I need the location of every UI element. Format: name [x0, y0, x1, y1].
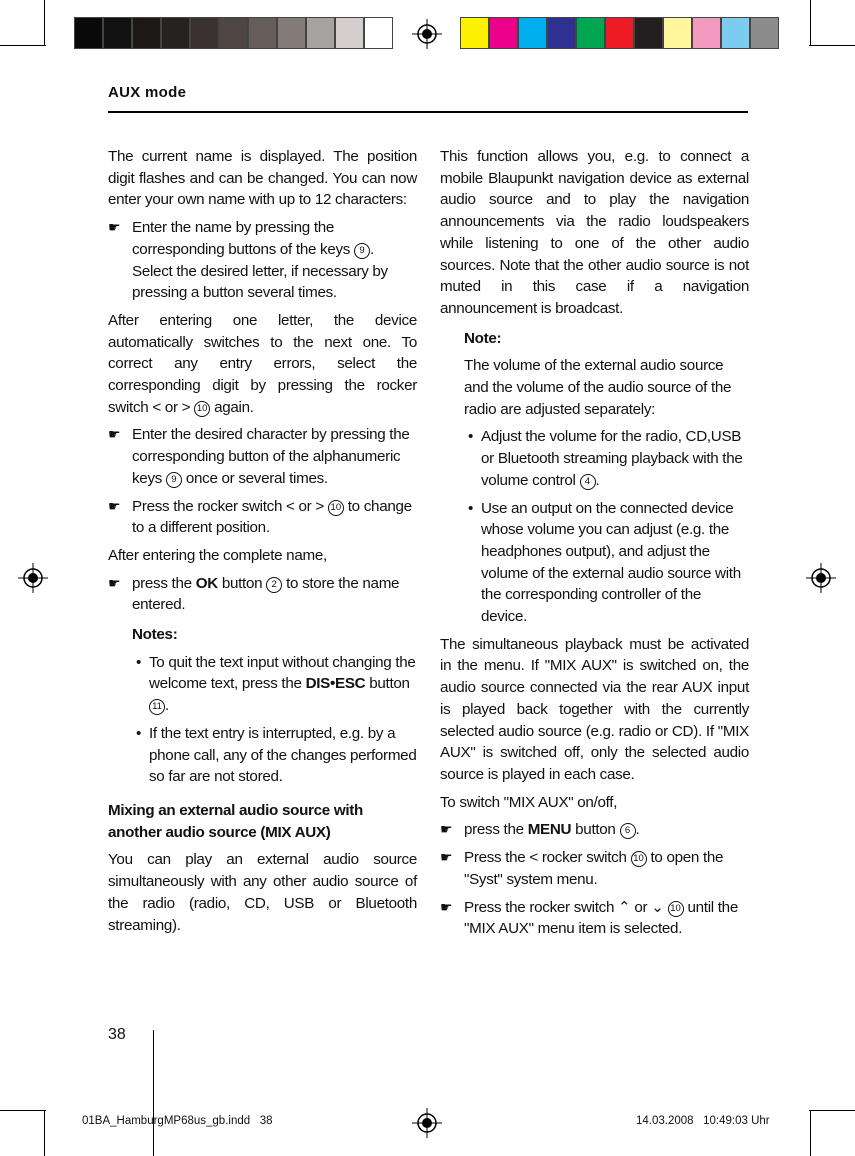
right-column: [440, 146, 749, 946]
registration-mark-icon: [806, 563, 836, 593]
notes-block: [132, 624, 417, 788]
key-reference-badge: 10: [194, 401, 210, 417]
playback-paragraph: The simultaneous playback must be activated in the menu. If "MIX AUX" is switched on, the audio source connected via the rear AUX input is played back together with the currently selected audio source (e.g. radio or CD). If "MIX AUX" is switched off, only the selected audio source is played in each case.: [440, 635, 749, 783]
color-swatch: [364, 17, 393, 49]
pointing-hand-icon: ☛: [440, 821, 453, 838]
color-swatch: [547, 17, 576, 49]
pointing-hand-icon: ☛: [108, 426, 121, 443]
color-swatch: [576, 17, 605, 49]
color-swatch: [190, 17, 219, 49]
color-swatch: [277, 17, 306, 49]
chevron-right-icon: >: [315, 497, 324, 515]
instruction-item: ☛ Press the rocker switch ⌃ or ⌄ 10 until the "MIX AUX" menu item is selected.: [440, 898, 738, 938]
complete-name-paragraph: After entering the complete name,: [108, 546, 327, 564]
color-swatch: [74, 17, 103, 49]
note-item: • Adjust the volume for the radio, CD,USB or Bluetooth streaming playback with the volume control 4 .: [468, 428, 743, 489]
crop-mark: [810, 1110, 811, 1156]
button-name: DIS•ESC: [305, 675, 366, 693]
header-rule: [108, 111, 748, 113]
left-column: [108, 146, 417, 942]
chevron-down-icon: ⌄: [651, 898, 664, 916]
registration-mark-icon: [412, 1108, 442, 1138]
color-swatch: [248, 17, 277, 49]
instruction-item: ☛ press the OK button 2 to store the name entered.: [108, 574, 400, 614]
color-swatch: [518, 17, 547, 49]
crop-mark: [44, 0, 45, 46]
notes-title: Notes:: [132, 626, 178, 644]
instruction-item: ☛ Enter the desired character by pressing the corresponding button of the alphanumeric keys 9 once or several times.: [108, 426, 410, 487]
crop-mark: [810, 0, 811, 46]
chevron-right-icon: >: [181, 398, 191, 416]
button-name: OK: [195, 574, 218, 592]
switch-paragraph: To switch "MIX AUX" on/off,: [440, 793, 618, 811]
file-slug: 01BA_HamburgMP68us_gb.indd 38: [82, 1115, 273, 1127]
key-reference-badge: 6: [620, 823, 636, 839]
note-block: [464, 328, 749, 628]
note-item: • If the text entry is interrupted, e.g. by a phone call, any of the changes performed so far are not stored.: [136, 724, 417, 786]
color-swatch: [605, 17, 634, 49]
chevron-left-icon: <: [286, 497, 295, 515]
key-reference-badge: 9: [354, 243, 370, 259]
chevron-left-icon: <: [529, 849, 538, 867]
color-swatch: [663, 17, 692, 49]
instruction-item: ☛ Press the < rocker switch 10 to open the "Syst" system menu.: [440, 849, 724, 888]
crop-mark: [44, 1110, 45, 1156]
registration-mark-icon: [18, 563, 48, 593]
instruction-item: ☛ press the MENU button 6 .: [440, 819, 749, 841]
color-swatch: [750, 17, 779, 49]
color-swatch: [460, 17, 489, 49]
color-swatch: [335, 17, 364, 49]
crop-mark: [0, 45, 46, 46]
cmyk-color-bar: [460, 17, 779, 49]
chevron-left-icon: <: [152, 398, 161, 416]
intro-paragraph: The current name is displayed. The position digit flashes and can be changed. You can now enter your own name with up to 12 characters:: [108, 148, 417, 209]
color-swatch: [692, 17, 721, 49]
key-reference-badge: 9: [166, 472, 182, 488]
color-swatch: [721, 17, 750, 49]
section-heading: Mixing an external audio source with another audio source (MIX AUX): [108, 801, 364, 841]
instruction-item: ☛ Press the rocker switch < or > 10 to change to a different position.: [108, 497, 412, 537]
color-swatch: [219, 17, 248, 49]
color-swatch: [132, 17, 161, 49]
pointing-hand-icon: ☛: [440, 898, 453, 915]
color-swatch: [489, 17, 518, 49]
section-header: AUX mode: [108, 84, 187, 101]
color-swatch: [634, 17, 663, 49]
pointing-hand-icon: ☛: [108, 574, 121, 591]
key-reference-badge: 2: [266, 577, 282, 593]
key-reference-badge: 10: [328, 500, 344, 516]
pointing-hand-icon: ☛: [108, 219, 121, 236]
key-reference-badge: 11: [149, 699, 165, 715]
key-reference-badge: 4: [580, 474, 596, 490]
registration-mark-icon: [412, 19, 442, 49]
key-reference-badge: 10: [668, 901, 684, 917]
key-reference-badge: 10: [631, 851, 647, 867]
crop-mark: [809, 1110, 855, 1111]
gray-color-bar: [74, 17, 393, 49]
page-number: 38: [108, 1026, 126, 1043]
pointing-hand-icon: ☛: [440, 849, 453, 866]
note-item: • To quit the text input without changing the welcome text, press the DIS•ESC button 11 .: [136, 653, 416, 715]
note-title: Note:: [464, 329, 502, 347]
color-swatch: [161, 17, 190, 49]
pointing-hand-icon: ☛: [108, 497, 121, 514]
mix-aux-paragraph: You can play an external audio source simultaneously with any other audio source of the radio (radio, CD, USB or Bluetooth streaming).: [108, 851, 417, 934]
color-swatch: [306, 17, 335, 49]
button-name: MENU: [527, 821, 572, 839]
crop-mark: [153, 1030, 154, 1156]
crop-mark: [809, 45, 855, 46]
instruction-item: ☛ Enter the name by pressing the corresponding buttons of the keys 9 . Select the desired letter, if necessary by pressing a button several times.: [108, 219, 388, 302]
date-slug: 14.03.2008 10:49:03 Uhr: [636, 1115, 770, 1127]
chevron-up-icon: ⌃: [618, 898, 631, 916]
color-swatch: [103, 17, 132, 49]
function-paragraph: This function allows you, e.g. to connect a mobile Blaupunkt navigation device as external audio source and to play the navigation announcements via the radio loudspeakers while listening to one of the other audio sources. Note that the other audio source is not muted in this case if a navigation announcement is broadcast.: [440, 148, 749, 317]
note-item: • Use an output on the connected device whose volume you can adjust (e.g. the headphones output), and adjust the volume of the external audio source with the corresponding controller of the device.: [468, 499, 741, 626]
note-text: The volume of the external audio source and the volume of the audio source of the radio are adjusted separately:: [464, 357, 732, 418]
crop-mark: [0, 1110, 46, 1111]
correction-paragraph: After entering one letter, the device automatically switches to the next one. To correct any entry errors, select the corresponding digit by pressing the rocker switch < or > 10 again.: [108, 311, 417, 416]
